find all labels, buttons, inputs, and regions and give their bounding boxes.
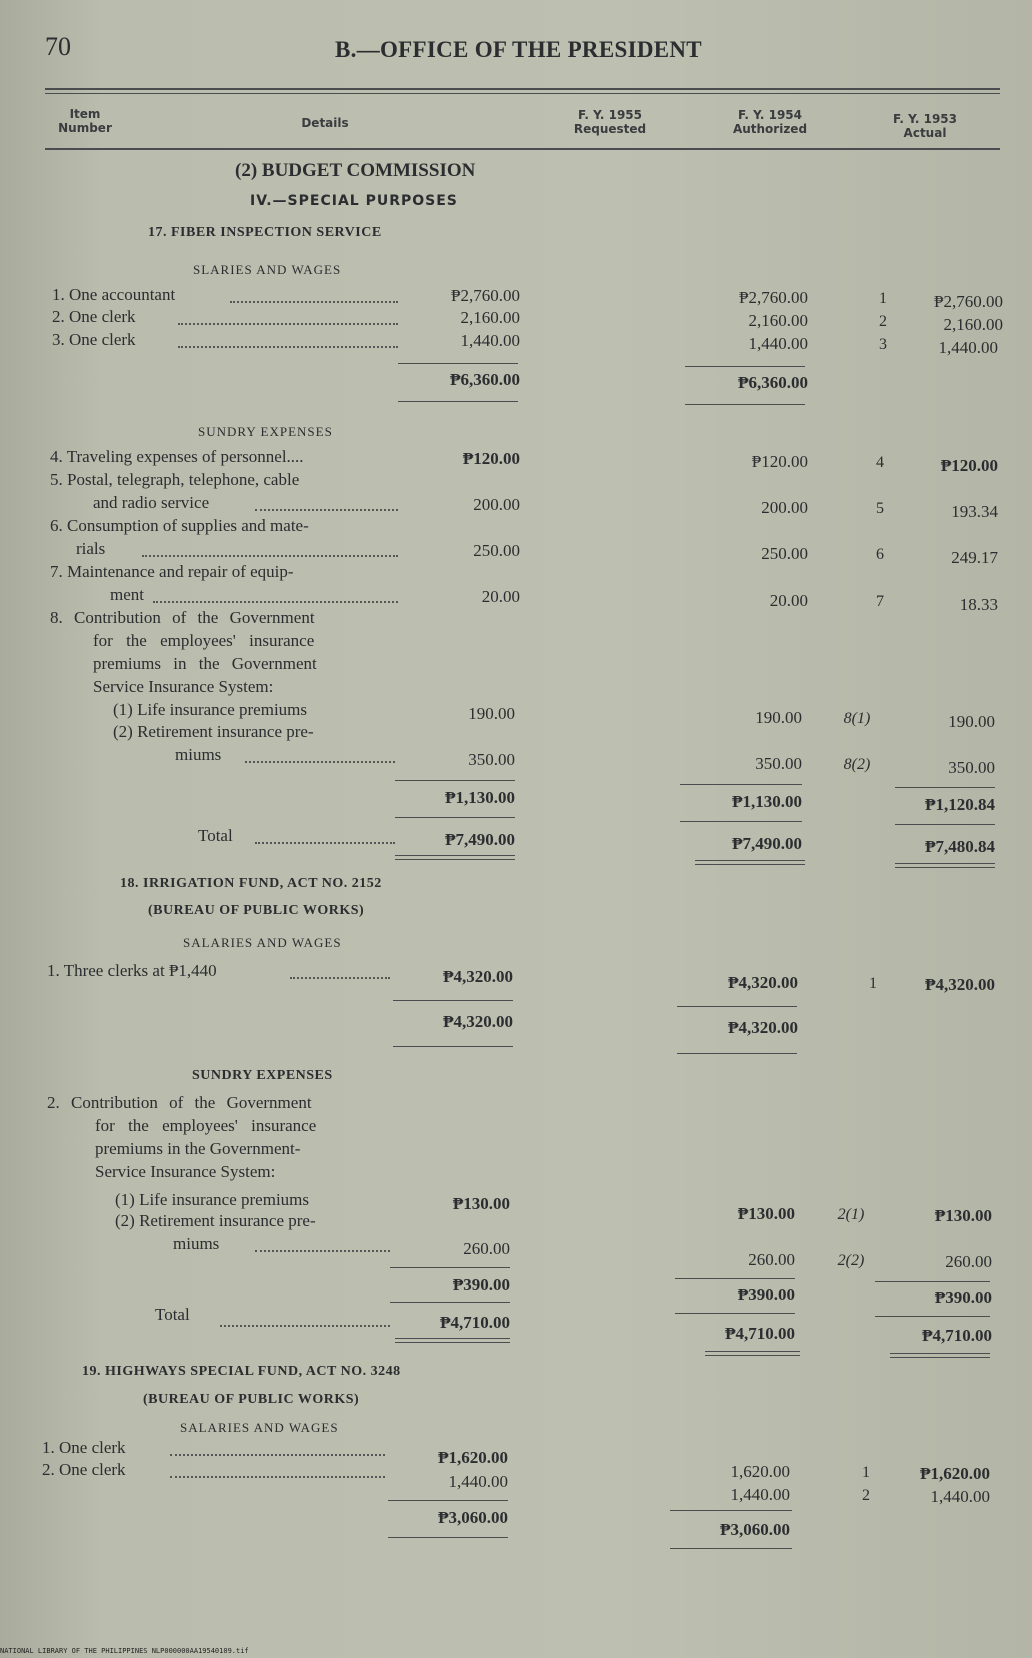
s17-line-7-num: 7 <box>876 593 884 610</box>
column-header-fy1953: F. Y. 1953 Actual <box>892 112 957 140</box>
s18-line-2-1-requested: ₱130.00 <box>452 1194 510 1213</box>
s18-total-requested: ₱4,710.00 <box>440 1313 510 1332</box>
page-number: 70 <box>45 32 71 61</box>
s17-line-7-authorized: 20.00 <box>769 591 808 610</box>
s18-sal-total-authorized: ₱4,320.00 <box>728 1018 798 1037</box>
s18-sundry-total-actual: ₱390.00 <box>934 1288 992 1307</box>
leader-dots <box>170 1454 385 1456</box>
subtotal-rule <box>680 821 802 822</box>
total-double-rule <box>895 863 995 868</box>
total-double-rule <box>395 1338 510 1343</box>
total-double-rule <box>705 1351 800 1356</box>
subtotal-rule <box>393 1046 513 1047</box>
leader-dots <box>220 1325 390 1327</box>
leader-dots <box>178 346 398 348</box>
s18-line-2-2-authorized: 260.00 <box>748 1250 795 1269</box>
s17-line-5-label: 5. Postal, telegraph, telephone, cable <box>50 470 300 489</box>
subtotal-rule <box>670 1548 792 1549</box>
s17-total-label: Total <box>198 826 233 845</box>
s18-line-2-2-actual: 260.00 <box>945 1252 992 1271</box>
s18-line-1-requested: ₱4,320.00 <box>443 967 513 986</box>
s17-line-6-label: 6. Consumption of supplies and mate- <box>50 516 309 535</box>
leader-dots <box>230 301 398 303</box>
s17-sal-3-actual: 1,440.00 <box>938 338 998 357</box>
s17-line-4-requested: ₱120.00 <box>462 449 520 468</box>
s17-salaries-heading: SLARIES AND WAGES <box>193 262 342 277</box>
s17-sal-3-authorized: 1,440.00 <box>748 334 808 353</box>
s17-line-7-requested: 20.00 <box>481 587 520 606</box>
s17-sal-total-authorized: ₱6,360.00 <box>738 373 808 392</box>
head-rule-top-2 <box>45 93 1000 94</box>
s17-sal-3-requested: 1,440.00 <box>460 331 520 350</box>
s17-line-6-authorized: 250.00 <box>761 544 808 563</box>
s17-line-5-num: 5 <box>876 500 884 517</box>
column-header-details: Details <box>301 116 349 130</box>
subtotal-rule <box>677 1053 797 1054</box>
subtotal-rule <box>395 817 515 818</box>
s18-line-2-label-cont: for the employees' insurance <box>95 1116 317 1135</box>
s18-line-2-1-label: (1) Life insurance premiums <box>115 1190 310 1209</box>
s18-line-2-label-cont: Service Insurance System: <box>95 1162 276 1181</box>
leader-dots <box>255 842 395 844</box>
s18-line-2-2-num: 2(2) <box>837 1252 865 1269</box>
scan-footer: NATIONAL LIBRARY OF THE PHILIPPINES NLP000000AA19540109.tif <box>0 1647 249 1655</box>
s17-line-8-1-requested: 190.00 <box>468 704 515 723</box>
s17-total-requested: ₱7,490.00 <box>445 830 515 849</box>
s18-line-2-label-cont: premiums in the Government- <box>95 1139 301 1158</box>
subtotal-rule <box>670 1510 792 1511</box>
s17-line-4-authorized: ₱120.00 <box>751 452 808 471</box>
s17-line-8-label-cont: for the employees' insurance <box>93 631 315 650</box>
leader-dots <box>142 555 398 557</box>
s17-line-4-actual: ₱120.00 <box>940 456 998 475</box>
s17-line-6-actual: 249.17 <box>951 548 998 567</box>
subtotal-rule <box>685 404 805 405</box>
subtotal-rule <box>685 366 805 367</box>
leader-dots <box>290 977 390 979</box>
s17-sal-3-label: 3. One clerk <box>52 330 136 349</box>
s17-line-8-2-label: (2) Retirement insurance pre- <box>113 722 314 741</box>
s17-sal-1-label: 1. One accountant <box>52 285 176 304</box>
head-rule-bottom <box>45 148 1000 150</box>
s17-line-6-requested: 250.00 <box>473 541 520 560</box>
subtotal-rule <box>675 1313 795 1314</box>
s19-line-2-label: 2. One clerk <box>42 1460 126 1479</box>
subtotal-rule <box>875 1316 990 1317</box>
s17-line-8-1-actual: 190.00 <box>948 712 995 731</box>
s18-sundry-heading: SUNDRY EXPENSES <box>192 1068 333 1083</box>
s19-sal-total-requested: ₱3,060.00 <box>438 1508 508 1527</box>
s17-line-7-label: 7. Maintenance and repair of equip- <box>50 562 294 581</box>
s18-line-1-actual: ₱4,320.00 <box>925 975 995 994</box>
s18-total-authorized: ₱4,710.00 <box>725 1324 795 1343</box>
s19-line-2-actual: 1,440.00 <box>930 1487 990 1506</box>
s17-sal-2-actual: 2,160.00 <box>943 315 1003 334</box>
column-header-item: Item Number <box>58 107 112 135</box>
office-title: (2) BUDGET COMMISSION <box>235 160 476 181</box>
s17-sal-3-num: 3 <box>879 336 887 353</box>
leader-dots <box>170 1476 385 1478</box>
s17-line-8-1-authorized: 190.00 <box>755 708 802 727</box>
subtotal-rule <box>895 787 995 788</box>
s17-line-6-num: 6 <box>876 546 884 563</box>
s17-line-6-label-cont: rials <box>76 539 106 558</box>
head-rule-top <box>45 88 1000 90</box>
s18-salaries-heading: SALARIES AND WAGES <box>183 935 342 950</box>
s18-line-2-2-label: (2) Retirement insurance pre- <box>115 1211 316 1230</box>
s18-line-2-2-requested: 260.00 <box>463 1239 510 1258</box>
s19-line-2-authorized: 1,440.00 <box>730 1485 790 1504</box>
s19-sal-total-authorized: ₱3,060.00 <box>720 1520 790 1539</box>
total-double-rule <box>695 860 805 865</box>
s19-line-2-num: 2 <box>862 1487 870 1504</box>
leader-dots <box>255 1250 390 1252</box>
s19-line-1-authorized: 1,620.00 <box>730 1462 790 1481</box>
total-double-rule <box>395 855 515 860</box>
part-title: IV.—SPECIAL PURPOSES <box>250 193 458 209</box>
s17-sundry-heading: SUNDRY EXPENSES <box>198 424 333 439</box>
subtotal-rule <box>875 1281 990 1282</box>
s17-sal-1-actual: ₱2,760.00 <box>934 292 1003 311</box>
s17-line-8-2-num: 8(2) <box>843 756 871 773</box>
subtotal-rule <box>388 1537 508 1538</box>
section-19-agency: (BUREAU OF PUBLIC WORKS) <box>143 1392 360 1407</box>
s18-sundry-total-requested: ₱390.00 <box>452 1275 510 1294</box>
s18-line-2-1-authorized: ₱130.00 <box>737 1204 795 1223</box>
s18-line-2-1-num: 2(1) <box>837 1206 865 1223</box>
leader-dots <box>178 323 398 325</box>
s17-line-5-actual: 193.34 <box>951 502 998 521</box>
subtotal-rule <box>390 1267 510 1268</box>
s18-total-actual: ₱4,710.00 <box>922 1326 992 1345</box>
s18-line-1-authorized: ₱4,320.00 <box>728 973 798 992</box>
s17-line-8-2-actual: 350.00 <box>948 758 995 777</box>
s18-line-2-2-label-cont: miums <box>173 1234 220 1253</box>
s17-sal-2-authorized: 2,160.00 <box>748 311 808 330</box>
leader-dots <box>255 509 398 511</box>
s19-line-2-requested: 1,440.00 <box>448 1472 508 1491</box>
s17-line-4-label: 4. Traveling expenses of personnel.... <box>50 447 304 466</box>
s17-sal-2-label: 2. One clerk <box>52 307 136 326</box>
s17-line-8-label-cont: Service Insurance System: <box>93 677 274 696</box>
s17-line-8-label-cont: premiums in the Government <box>93 654 317 673</box>
s17-line-8-1-num: 8(1) <box>843 710 871 727</box>
section-18-title: 18. IRRIGATION FUND, ACT NO. 2152 <box>120 876 382 891</box>
column-header-fy1955: F. Y. 1955 Requested <box>573 108 647 136</box>
s17-sal-1-num: 1 <box>879 290 887 307</box>
subtotal-rule <box>675 1278 795 1279</box>
s17-line-5-label-cont: and radio service <box>93 493 210 512</box>
s19-line-1-label: 1. One clerk <box>42 1438 126 1457</box>
section-19-title: 19. HIGHWAYS SPECIAL FUND, ACT NO. 3248 <box>82 1364 401 1379</box>
subtotal-rule <box>398 401 518 402</box>
s18-total-label: Total <box>155 1305 190 1324</box>
s17-line-7-actual: 18.33 <box>959 595 998 614</box>
s19-salaries-heading: SALARIES AND WAGES <box>180 1420 339 1435</box>
section-17-title: 17. FIBER INSPECTION SERVICE <box>148 225 382 240</box>
s18-sundry-total-authorized: ₱390.00 <box>737 1285 795 1304</box>
s17-sal-1-requested: ₱2,760.00 <box>451 286 520 305</box>
subtotal-rule <box>388 1500 508 1501</box>
column-header-fy1954: F. Y. 1954 Authorized <box>732 108 808 136</box>
s18-line-1-label: 1. Three clerks at ₱1,440 <box>47 961 217 980</box>
subtotal-rule <box>393 1000 513 1001</box>
total-double-rule <box>890 1353 990 1358</box>
subtotal-rule <box>680 784 802 785</box>
subtotal-rule <box>677 1006 797 1007</box>
s17-sal-2-num: 2 <box>879 313 887 330</box>
s18-line-2-1-actual: ₱130.00 <box>934 1206 992 1225</box>
subtotal-rule <box>390 1302 510 1303</box>
s17-line-8-2-label-cont: miums <box>175 745 222 764</box>
s18-sal-total-requested: ₱4,320.00 <box>443 1012 513 1031</box>
subtotal-rule <box>895 824 995 825</box>
subtotal-rule <box>395 780 515 781</box>
s17-sundry-total-actual: ₱1,120.84 <box>925 795 995 814</box>
s17-sundry-total-requested: ₱1,130.00 <box>445 788 515 807</box>
s17-line-7-label-cont: ment <box>110 585 144 604</box>
s18-line-1-num: 1 <box>869 975 877 992</box>
s17-sundry-total-authorized: ₱1,130.00 <box>732 792 802 811</box>
leader-dots <box>153 601 398 603</box>
s17-line-5-authorized: 200.00 <box>761 498 808 517</box>
s17-line-5-requested: 200.00 <box>473 495 520 514</box>
s17-line-8-1-label: (1) Life insurance premiums <box>113 700 308 719</box>
s17-line-8-2-authorized: 350.00 <box>755 754 802 773</box>
s17-line-8-2-requested: 350.00 <box>468 750 515 769</box>
s17-sal-total-requested: ₱6,360.00 <box>450 370 520 389</box>
s17-line-4-num: 4 <box>876 454 884 471</box>
s19-line-1-num: 1 <box>862 1464 870 1481</box>
leader-dots <box>245 761 395 763</box>
s17-total-actual: ₱7,480.84 <box>925 837 995 856</box>
running-head: B.—OFFICE OF THE PRESIDENT <box>335 37 702 62</box>
subtotal-rule <box>398 363 518 364</box>
s19-line-1-actual: ₱1,620.00 <box>920 1464 990 1483</box>
s17-line-8-label: 8. Contribution of the Government <box>50 608 315 627</box>
s18-line-2-label: 2. Contribution of the Government <box>47 1093 312 1112</box>
s19-line-1-requested: ₱1,620.00 <box>438 1448 508 1467</box>
s17-sal-1-authorized: ₱2,760.00 <box>739 288 808 307</box>
s17-total-authorized: ₱7,490.00 <box>732 834 802 853</box>
section-18-agency: (BUREAU OF PUBLIC WORKS) <box>148 903 365 918</box>
s17-sal-2-requested: 2,160.00 <box>460 308 520 327</box>
